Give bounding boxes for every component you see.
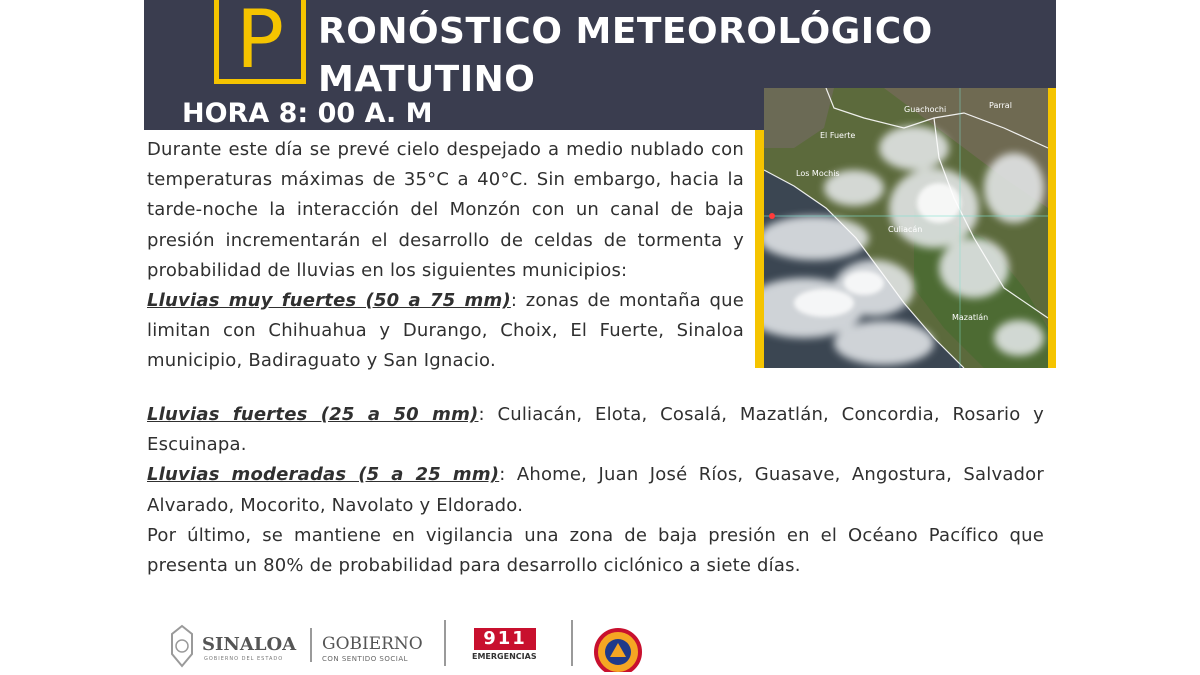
forecast-intro: Durante este día se prevé cielo despejado a medio nublado con temperaturas máximas de 35°C a 40°C. Sin embargo, hacia la tarde-noche la interacción del Monzón con un canal de baja presión incrementarán el desarrollo de celdas de tormenta y probabilidad de lluvias en los siguientes municipios: (147, 139, 744, 281)
map-label-mazatlan: Mazatlán (952, 313, 989, 322)
map-label-guachochi: Guachochi (904, 105, 947, 114)
rain-moderate (147, 460, 1044, 520)
rain-very-heavy-areas: : zonas de montaña que limitan con Chihuahua y Durango, Choix, El Fuerte, Sinaloa municipio, Badiraguato y San Ignacio. (147, 290, 744, 372)
emergency-label: EMERGENCIAS (472, 652, 537, 661)
map-label-culiacan: Culiacán (888, 225, 923, 234)
emergency-911-badge: 911 (474, 628, 536, 650)
title-line-1: RONÓSTICO METEOROLÓGICO (318, 11, 933, 52)
footer-divider-2 (444, 620, 446, 666)
state-seal-icon (168, 624, 196, 668)
accent-strip-left (755, 130, 764, 368)
sinaloa-logo-subtext: GOBIERNO DEL ESTADO (204, 656, 284, 662)
gobierno-logo-subtext: CON SENTIDO SOCIAL (322, 655, 409, 663)
forecast-closing: Por último, se mantiene en vigilancia una zona de baja presión en el Océano Pacífico que presenta un 80% de probabilidad para desarrollo ciclónico a siete días. (147, 524, 1044, 577)
title-initial-letter: P (235, 0, 285, 86)
rain-very-heavy-label: Lluvias muy fuertes (50 a 75 mm) (147, 290, 511, 312)
satellite-image (764, 88, 1048, 368)
map-label-los-mochis: Los Mochis (796, 169, 840, 178)
forecast-text-lower (147, 400, 1044, 581)
rain-moderate-areas: : Ahome, Juan José Ríos, Guasave, Angostura, Salvador Alvarado, Mocorito, Navolato y Eldorado. (147, 464, 1044, 516)
rain-heavy (147, 400, 1044, 460)
map-label-el-fuerte: El Fuerte (820, 131, 856, 140)
title-line-2: MATUTINO (318, 59, 536, 100)
rain-heavy-areas: : Culiacán, Elota, Cosalá, Mazatlán, Concordia, Rosario y Escuinapa. (147, 404, 1045, 456)
satellite-map (764, 88, 1048, 368)
gobierno-logo-text: GOBIERNO (322, 634, 423, 654)
footer-divider-1 (310, 628, 312, 662)
forecast-text-upper (147, 135, 744, 377)
footer-divider-3 (571, 620, 573, 666)
sinaloa-logo-text: SINALOA (202, 634, 297, 655)
forecast-time: HORA 8: 00 A. M (182, 98, 433, 129)
rain-heavy-label: Lluvias fuertes (25 a 50 mm) (147, 404, 479, 425)
civil-protection-icon (592, 626, 644, 672)
map-label-parral: Parral (989, 101, 1012, 110)
footer-logos (168, 618, 668, 670)
title-initial-box (214, 0, 306, 84)
rain-very-heavy (147, 286, 744, 377)
rain-moderate-label: Lluvias moderadas (5 a 25 mm) (147, 464, 500, 486)
